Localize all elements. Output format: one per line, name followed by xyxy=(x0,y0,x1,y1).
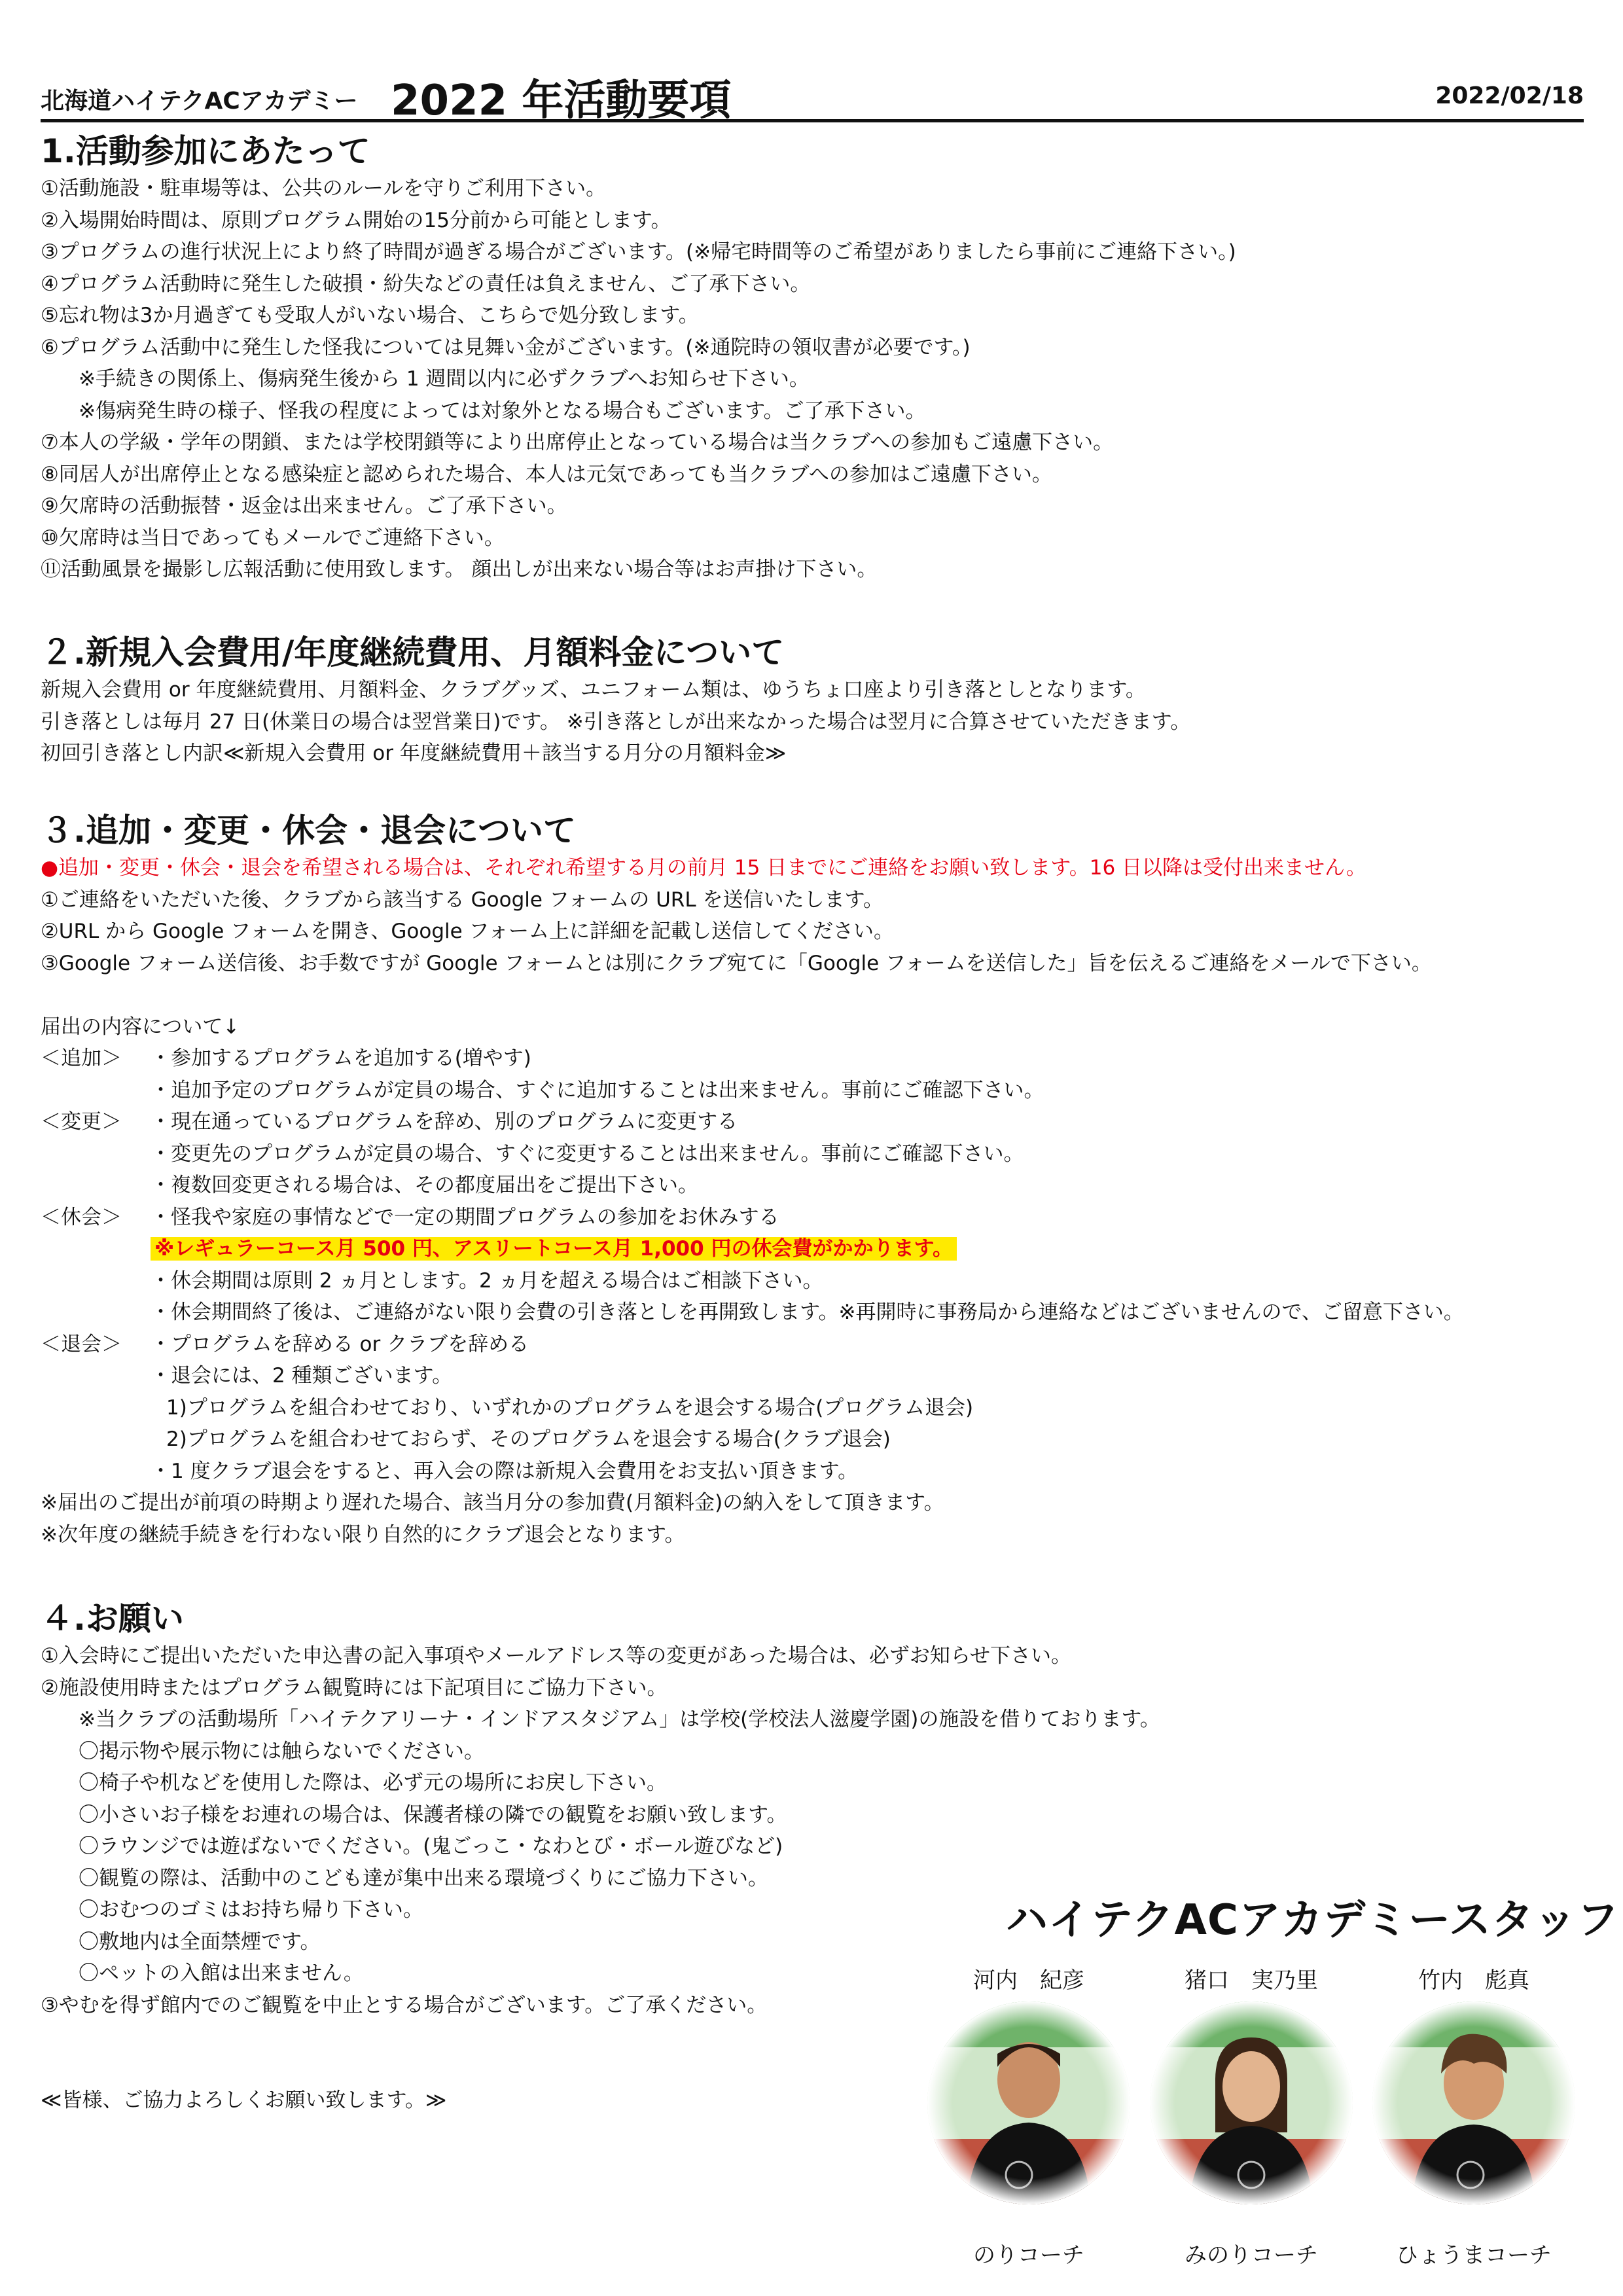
rest-fee-highlight: ※レギュラーコース月 500 円、アスリートコース月 1,000 円の休会費がかかります。 xyxy=(151,1237,957,1261)
rest-tag: ＜休会＞ xyxy=(41,1205,122,1229)
quit-item: ・退会には、2 種類ございます。 xyxy=(151,1364,453,1388)
fee-line: 新規入会費用 or 年度継続費用、月額料金、クラブグッズ、ユニフォーム類は、ゆうちょ口座より引き落としとなります。 xyxy=(41,678,1146,702)
document-page xyxy=(41,0,1620,2296)
add-item: ・追加予定のプログラムが定員の場合、すぐに追加することは出来ません。事前にご確認下さい。 xyxy=(151,1078,1044,1102)
footnote: ※届出のご提出が前項の時期より遅れた場合、該当月分の参加費(月額料金)の納入をして頂きます。 xyxy=(41,1491,944,1515)
staff-name: 竹内 彪真 xyxy=(1418,1967,1529,1994)
quit-item: ・1 度クラブ退会をすると、再入会の際は新規入会費用をお支払い頂きます。 xyxy=(151,1459,859,1483)
request-item: 〇ラウンジでは遊ばないでください。(鬼ごっこ・なわとび・ボール遊びなど) xyxy=(79,1835,783,1858)
staff-title: ハイテクACアカデミースタッフ xyxy=(1006,1896,1620,1945)
fee-line: 引き落としは毎月 27 日(休業日の場合は翌営業日)です。 ※引き落としが出来なかった場合は翌月に合算させていただきます。 xyxy=(41,709,1191,734)
staff-name: 河内 紀彦 xyxy=(973,1967,1084,1994)
rule-line: ⑨欠席時の活動振替・返金は出来ません。ご了承下さい。 xyxy=(41,494,567,518)
staff-section xyxy=(921,1878,1620,2296)
quit-tag: ＜退会＞ xyxy=(41,1332,122,1356)
rule-line: ③プログラムの進行状況上により終了時間が過ぎる場合がございます。(※帰宅時間等のご希望がありましたら事前にご連絡下さい。) xyxy=(41,240,1236,264)
add-tag: ＜追加＞ xyxy=(41,1047,122,1070)
rule-line: ⑩欠席時は当日であってもメールでご連絡下さい。 xyxy=(41,526,505,550)
section-membership-changes xyxy=(41,809,1584,1551)
rule-line: ⑤忘れ物は3か月過ぎても受取人がいない場合、こちらで処分致します。 xyxy=(41,304,699,327)
change-row xyxy=(41,1106,1584,1138)
organization-name: 北海道ハイテクACアカデミー xyxy=(41,88,358,115)
change-item: ・現在通っているプログラムを辞め、別のプログラムに変更する xyxy=(151,1110,738,1134)
rule-line: ⑥プログラム活動中に発生した怪我については見舞い金がございます。(※通院時の領収書が必要です。) xyxy=(41,335,971,359)
request-line: ②施設使用時またはプログラム観覧時には下記項目にご協力下さい。 xyxy=(41,1676,668,1700)
page-title: 2022 年活動要項 xyxy=(391,77,732,125)
add-row xyxy=(41,1043,1584,1075)
footnote: ※次年度の継続手続きを行わない限り自然的にクラブ退会となります。 xyxy=(41,1522,685,1547)
content-title: 届出の内容について↓ xyxy=(41,1014,240,1039)
staff-nickname: のりコーチ xyxy=(973,2242,1084,2269)
request-item: 〇おむつのゴミはお持ち帰り下さい。 xyxy=(79,1898,423,1922)
rule-line: ⑧同居人が出席停止となる感染症と認められた場合、本人は元気であっても当クラブへの参加はご遠慮下さい。 xyxy=(41,462,1052,486)
procedure-step: ①ご連絡をいただいた後、クラブから該当する Google フォームの URL を送信いたします。 xyxy=(41,888,883,912)
section-heading: 1.活動参加にあたって xyxy=(41,132,370,170)
staff-nickname: ひょうまコーチ xyxy=(1396,2242,1552,2269)
request-line: ③やむを得ず館内でのご観覧を中止とする場合がございます。ご了承ください。 xyxy=(41,1993,768,2017)
staff-photo xyxy=(927,2001,1130,2204)
section-participation xyxy=(41,130,1584,586)
rule-line: ②入場開始時間は、原則プログラム開始の15分前から可能とします。 xyxy=(41,208,671,232)
rule-note: ※手続きの関係上、傷病発生後から 1 週間以内に必ずクラブへお知らせ下さい。 xyxy=(79,367,810,391)
rest-item: ・怪我や家庭の事情などで一定の期間プログラムの参加をお休みする xyxy=(151,1205,779,1229)
procedure-step: ③Google フォーム送信後、お手数ですが Google フォームとは別にクラブ宛てに「Google フォームを送信した」旨を伝えるご連絡をメールで下さい。 xyxy=(41,951,1432,975)
section-heading: ３.追加・変更・休会・退会について xyxy=(41,812,576,850)
rule-line: ①活動施設・駐車場等は、公共のルールを守りご利用下さい。 xyxy=(41,177,607,200)
change-tag: ＜変更＞ xyxy=(41,1110,122,1134)
request-item: 〇椅子や机などを使用した際は、必ず元の場所にお戻し下さい。 xyxy=(79,1771,667,1795)
fee-line: 初回引き落とし内訳≪新規入会費用 or 年度継続費用＋該当する月分の月額料金≫ xyxy=(41,742,787,765)
request-item: 〇掲示物や展示物には触らないでください。 xyxy=(79,1739,484,1763)
section-heading: ２.新規入会費用/年度継続費用、月額料金について xyxy=(41,634,785,672)
section-fees xyxy=(41,631,1584,770)
rule-note: ※傷病発生時の様子、怪我の程度によっては対象外となる場合もございます。ご了承下さい。 xyxy=(79,399,926,423)
rule-line: ⑪活動風景を撮影し広報活動に使用致します。 顔出しが出来ない場合等はお声掛け下さい。 xyxy=(41,558,878,581)
rest-row xyxy=(41,1202,1584,1234)
facility-note: ※当クラブの活動場所「ハイテクアリーナ・インドアスタジアム」は学校(学校法人滋慶学園)の施設を借りております。 xyxy=(79,1708,1160,1731)
request-item: 〇ペットの入館は出来ません。 xyxy=(79,1962,364,1985)
rule-line: ⑦本人の学級・学年の閉鎖、または学校閉鎖等により出席停止となっている場合は当クラブへの参加もご遠慮下さい。 xyxy=(41,431,1114,454)
change-item: ・複数回変更される場合は、その都度届出をご提出下さい。 xyxy=(151,1174,698,1197)
closing-message: ≪皆様、ご協力よろしくお願い致します。≫ xyxy=(41,2089,447,2112)
staff-photo xyxy=(1372,2001,1575,2204)
quit-type: 1)プログラムを組合わせており、いずれかのプログラムを退会する場合(プログラム退会) xyxy=(166,1395,974,1420)
change-item: ・変更先のプログラムが定員の場合、すぐに変更することは出来ません。事前にご確認下さい。 xyxy=(151,1141,1024,1166)
rest-item: ・休会期間終了後は、ご連絡がない限り会費の引き落としを再開致します。※再開時に事務局から連絡などはございませんので、ご留意下さい。 xyxy=(151,1300,1464,1324)
request-item: 〇敷地内は全面禁煙です。 xyxy=(79,1929,321,1954)
quit-type: 2)プログラムを組合わせておらず、そのプログラムを退会する場合(クラブ退会) xyxy=(166,1427,891,1451)
procedure-step: ②URL から Google フォームを開き、Google フォーム上に詳細を記載し送信してください。 xyxy=(41,920,894,943)
staff-photo xyxy=(1150,2001,1353,2204)
request-item: 〇観覧の際は、活動中のこども達が集中出来る環境づくりにご協力下さい。 xyxy=(79,1866,768,1890)
quit-row xyxy=(41,1329,1584,1361)
document-date: 2022/02/18 xyxy=(1435,82,1584,109)
staff-name: 猪口 実乃里 xyxy=(1185,1967,1318,1994)
section-heading: ４.お願い xyxy=(41,1600,184,1638)
request-item: 〇小さいお子様をお連れの場合は、保護者様の隣での観覧をお願い致します。 xyxy=(79,1803,787,1827)
staff-member xyxy=(1366,1956,1582,2283)
quit-item: ・プログラムを辞める or クラブを辞める xyxy=(151,1332,529,1356)
staff-member xyxy=(1143,1956,1359,2283)
rule-line: ④プログラム活動時に発生した破損・紛失などの責任は負えません、ご了承下さい。 xyxy=(41,272,811,296)
staff-nickname: みのりコーチ xyxy=(1185,2242,1318,2269)
add-item: ・参加するプログラムを追加する(増やす) xyxy=(151,1047,531,1070)
request-line: ①入会時にご提出いただいた申込書の記入事項やメールアドレス等の変更があった場合は、必ずお知らせ下さい。 xyxy=(41,1644,1071,1668)
rest-item: ・休会期間は原則 2 ヵ月とします。2 ヵ月を超える場合はご相談下さい。 xyxy=(151,1268,823,1293)
staff-member xyxy=(921,1956,1137,2283)
deadline-notice: ●追加・変更・休会・退会を希望される場合は、それぞれ希望する月の前月 15 日までにご連絡をお願い致します。16 日以降は受付出来ません。 xyxy=(41,856,1366,880)
document-header xyxy=(41,71,1584,125)
